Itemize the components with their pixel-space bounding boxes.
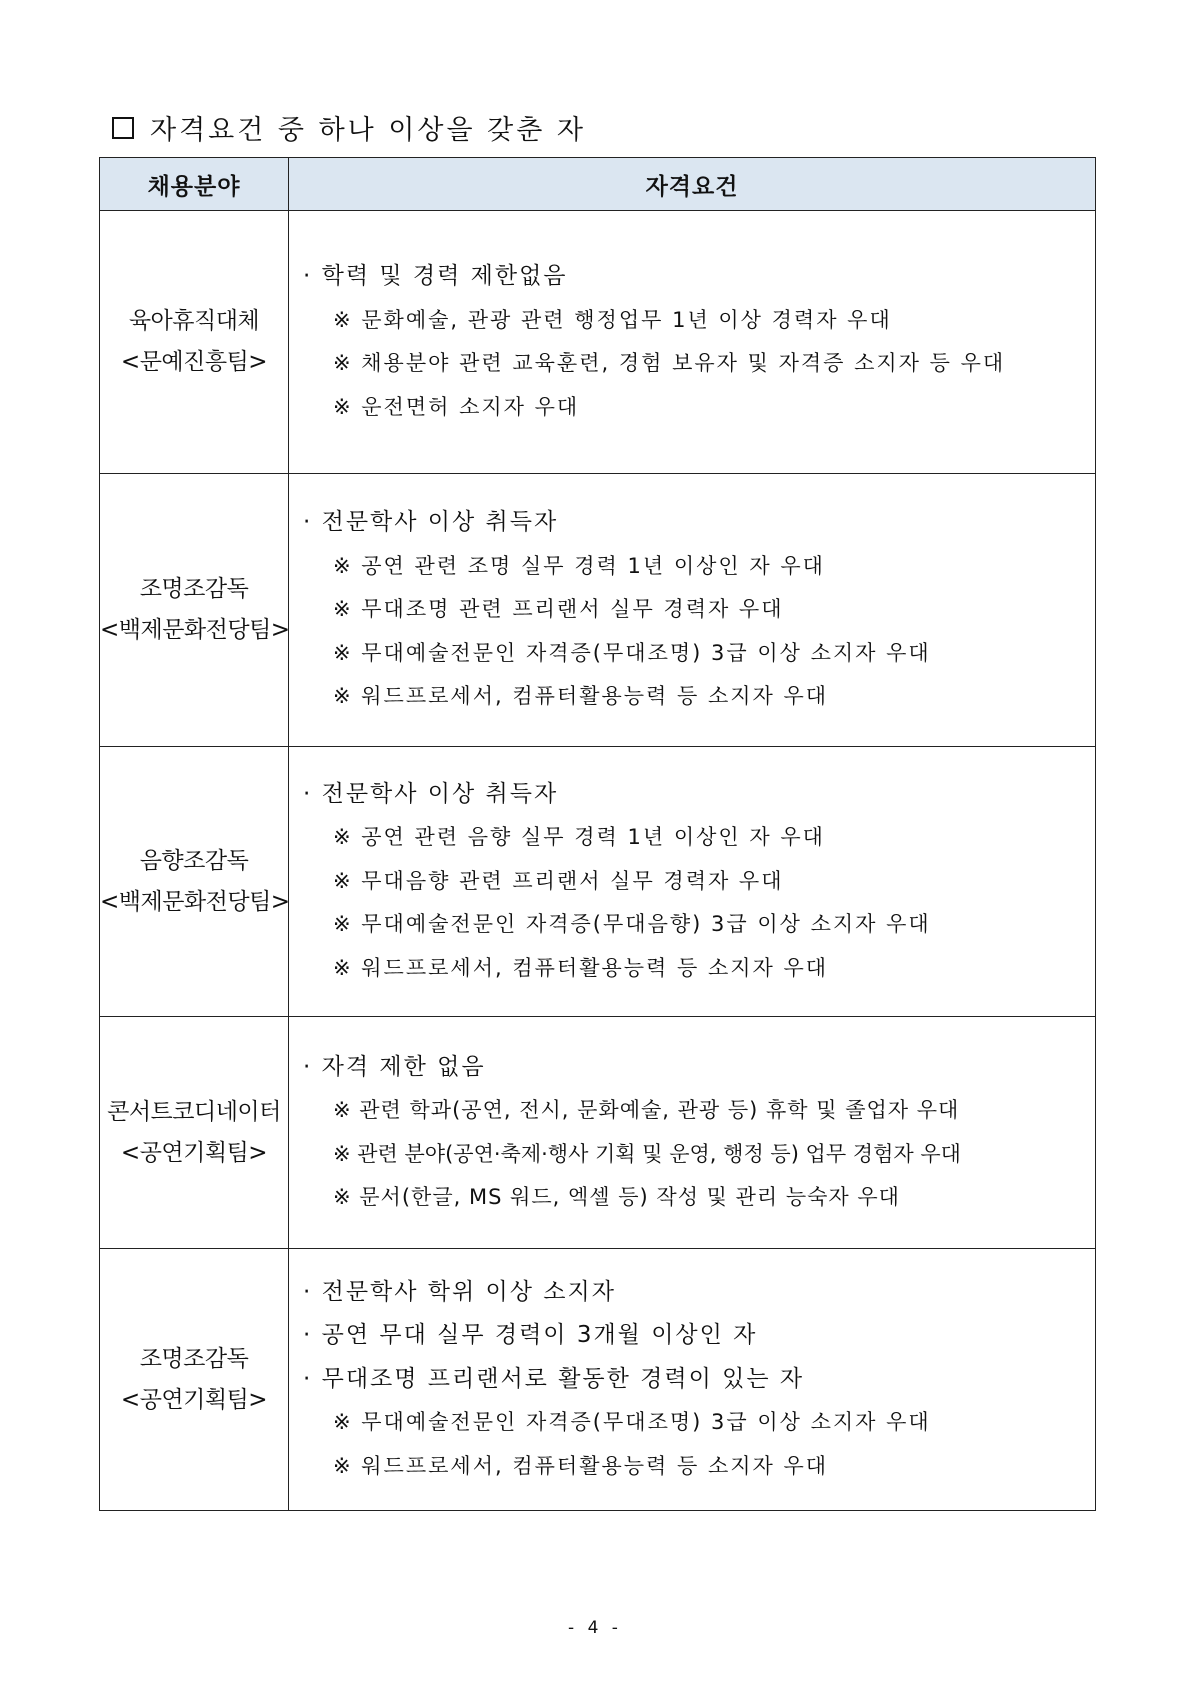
table-row xyxy=(100,1017,1096,1249)
preference-note: ※ 무대예술전문인 자격증(무대조명) 3급 이상 소지자 우대 xyxy=(333,1410,931,1435)
page-number: - 4 - xyxy=(568,1618,622,1638)
requirements-cell xyxy=(289,747,1096,1017)
field-name: 콘서트코디네이터 xyxy=(107,1098,281,1125)
requirements-cell xyxy=(289,474,1096,747)
preference-note: ※ 무대예술전문인 자격증(무대조명) 3급 이상 소지자 우대 xyxy=(333,640,931,665)
requirement-bullet: · 학력 및 경력 제한없음 xyxy=(303,263,568,289)
preference-note: ※ 공연 관련 음향 실무 경력 1년 이상인 자 우대 xyxy=(333,825,825,850)
preference-note: ※ 채용분야 관련 교육훈련, 경험 보유자 및 자격증 소지자 등 우대 xyxy=(333,351,1006,375)
field-name: 조명조감독 xyxy=(139,1345,249,1372)
field-cell xyxy=(100,474,289,747)
team-name: <백제문화전당팀> xyxy=(100,617,290,643)
team-name: <문예진흥팀> xyxy=(120,349,268,375)
field-name: 육아휴직대체 xyxy=(128,308,260,334)
preference-note: ※ 관련 분야(공연·축제·행사 기획 및 운영, 행정 등) 업무 경험자 우대 xyxy=(333,1141,961,1166)
section-heading-text: 자격요건 중 하나 이상을 갖춘 자 xyxy=(150,115,586,146)
table-header-row xyxy=(100,158,1096,211)
requirement-bullet: · 전문학사 이상 취득자 xyxy=(303,509,559,536)
preference-note: ※ 워드프로세서, 컴퓨터활용능력 등 소지자 우대 xyxy=(333,684,829,709)
requirements-cell xyxy=(289,1249,1096,1511)
preference-note: ※ 문화예술, 관광 관련 행정업무 1년 이상 경력자 우대 xyxy=(333,307,892,332)
requirements-cell xyxy=(289,1017,1096,1249)
checkbox-square-icon xyxy=(112,117,134,139)
field-cell xyxy=(100,1249,289,1511)
preference-note: ※ 워드프로세서, 컴퓨터활용능력 등 소지자 우대 xyxy=(333,955,829,980)
section-heading xyxy=(112,108,586,147)
team-name: <공연기획팀> xyxy=(120,1386,268,1413)
requirement-bullet: · 전문학사 이상 취득자 xyxy=(303,780,559,807)
field-name: 조명조감독 xyxy=(139,576,249,602)
header-requirements: 자격요건 xyxy=(289,158,1096,211)
field-cell xyxy=(100,211,289,474)
preference-note: ※ 무대조명 관련 프리랜서 실무 경력자 우대 xyxy=(333,597,784,622)
table-row xyxy=(100,1249,1096,1511)
requirements-table xyxy=(99,157,1096,1511)
table-row xyxy=(100,747,1096,1017)
requirement-bullet: · 전문학사 학위 이상 소지자 xyxy=(303,1278,616,1305)
team-name: <백제문화전당팀> xyxy=(100,888,290,915)
preference-note: ※ 무대음향 관련 프리랜서 실무 경력자 우대 xyxy=(333,868,784,893)
preference-note: ※ 공연 관련 조명 실무 경력 1년 이상인 자 우대 xyxy=(333,553,825,578)
team-name: <공연기획팀> xyxy=(120,1139,268,1166)
requirement-bullet: · 무대조명 프리랜서로 활동한 경력이 있는 자 xyxy=(303,1365,805,1392)
field-name: 음향조감독 xyxy=(139,847,249,874)
table-row xyxy=(100,211,1096,474)
preference-note: ※ 운전면허 소지자 우대 xyxy=(333,394,580,419)
preference-note: ※ 관련 학과(공연, 전시, 문화예술, 관광 등) 휴학 및 졸업자 우대 xyxy=(333,1098,960,1122)
preference-note: ※ 워드프로세서, 컴퓨터활용능력 등 소지자 우대 xyxy=(333,1453,829,1478)
field-cell xyxy=(100,1017,289,1249)
requirements-cell xyxy=(289,211,1096,474)
requirement-bullet: · 공연 무대 실무 경력이 3개월 이상인 자 xyxy=(303,1322,758,1349)
preference-note: ※ 무대예술전문인 자격증(무대음향) 3급 이상 소지자 우대 xyxy=(333,912,931,937)
header-field: 채용분야 xyxy=(100,158,289,211)
table-row xyxy=(100,474,1096,747)
field-cell xyxy=(100,747,289,1017)
requirement-bullet: · 자격 제한 없음 xyxy=(303,1053,486,1080)
preference-note: ※ 문서(한글, MS 워드, 엑셀 등) 작성 및 관리 능숙자 우대 xyxy=(333,1185,900,1209)
